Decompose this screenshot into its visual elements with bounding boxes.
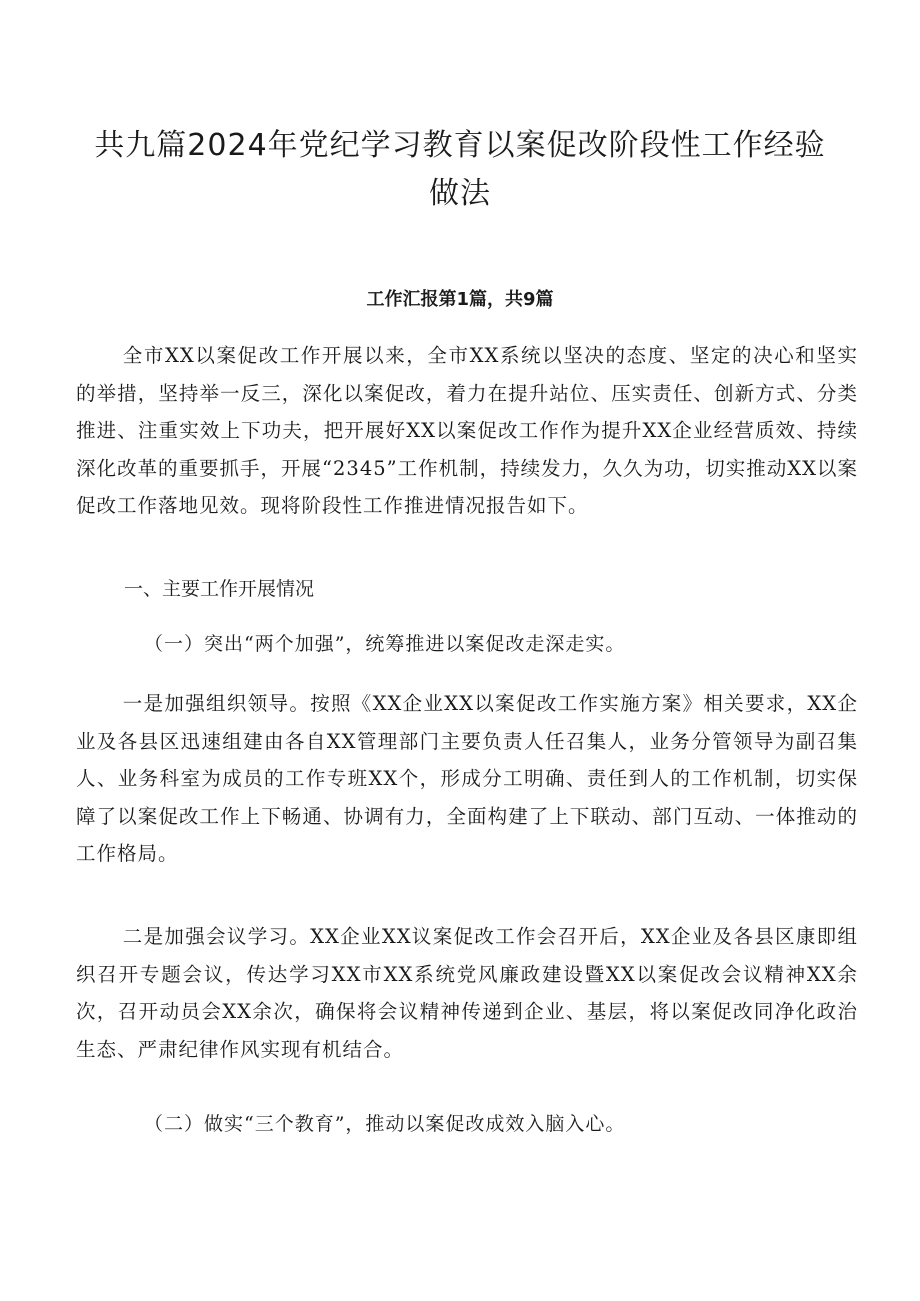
intro-paragraph: 全市XX以案促改工作开展以来，全市XX系统以坚决的态度、坚定的决心和坚实的举措，坚持举一反三，深化以案促改，着力在提升站位、压实责任、创新方式、分类推进、注重实效上下功夫，把开展好XX以案促改工作作为提升XX企业经营质效、持续深化改革的重要抓手，开展“2345”工作机制，持续发力，久久为功，切实推动XX以案促改工作落地见效。现将阶段性工作推进情况报告如下。 <box>76 344 858 517</box>
subsection-heading-two-strengthens: （一）突出“两个加强”，统筹推进以案促改走深走实。 <box>144 633 626 655</box>
paragraph-organization-leadership: 一是加强组织领导。按照《XX企业XX以案促改工作实施方案》相关要求，XX企业及各县区迅速组建由各自XX管理部门主要负责人任召集人，业务分管领导为副召集人、业务科室为成员的工作专班XX个，形成分工明确、责任到人的工作机制，切实保障了以案促改工作上下畅通、协调有力，全面构建了上下联动、部门互动、一体推动的工作格局。 <box>76 692 858 865</box>
paragraph-meeting-study: 二是加强会议学习。XX企业XX议案促改工作会召开后，XX企业及各县区康即组织召开专题会议，传达学习XX市XX系统党风廉政建设暨XX以案促改会议精神XX余次，召开动员会XX余次，确保将会议精神传递到企业、基层，将以案促改同净化政治生态、严肃纪律作风实现有机结合。 <box>76 925 858 1061</box>
document-title: 共九篇2024年党纪学习教育以案促改阶段性工作经验做法 <box>94 128 826 211</box>
subsection-heading-three-educations: （二）做实“三个教育”，推动以案促改成效入脑入心。 <box>144 1113 626 1135</box>
section-heading-main-work: 一、主要工作开展情况 <box>124 578 315 600</box>
report-subtitle: 工作汇报第1篇，共9篇 <box>366 289 554 310</box>
